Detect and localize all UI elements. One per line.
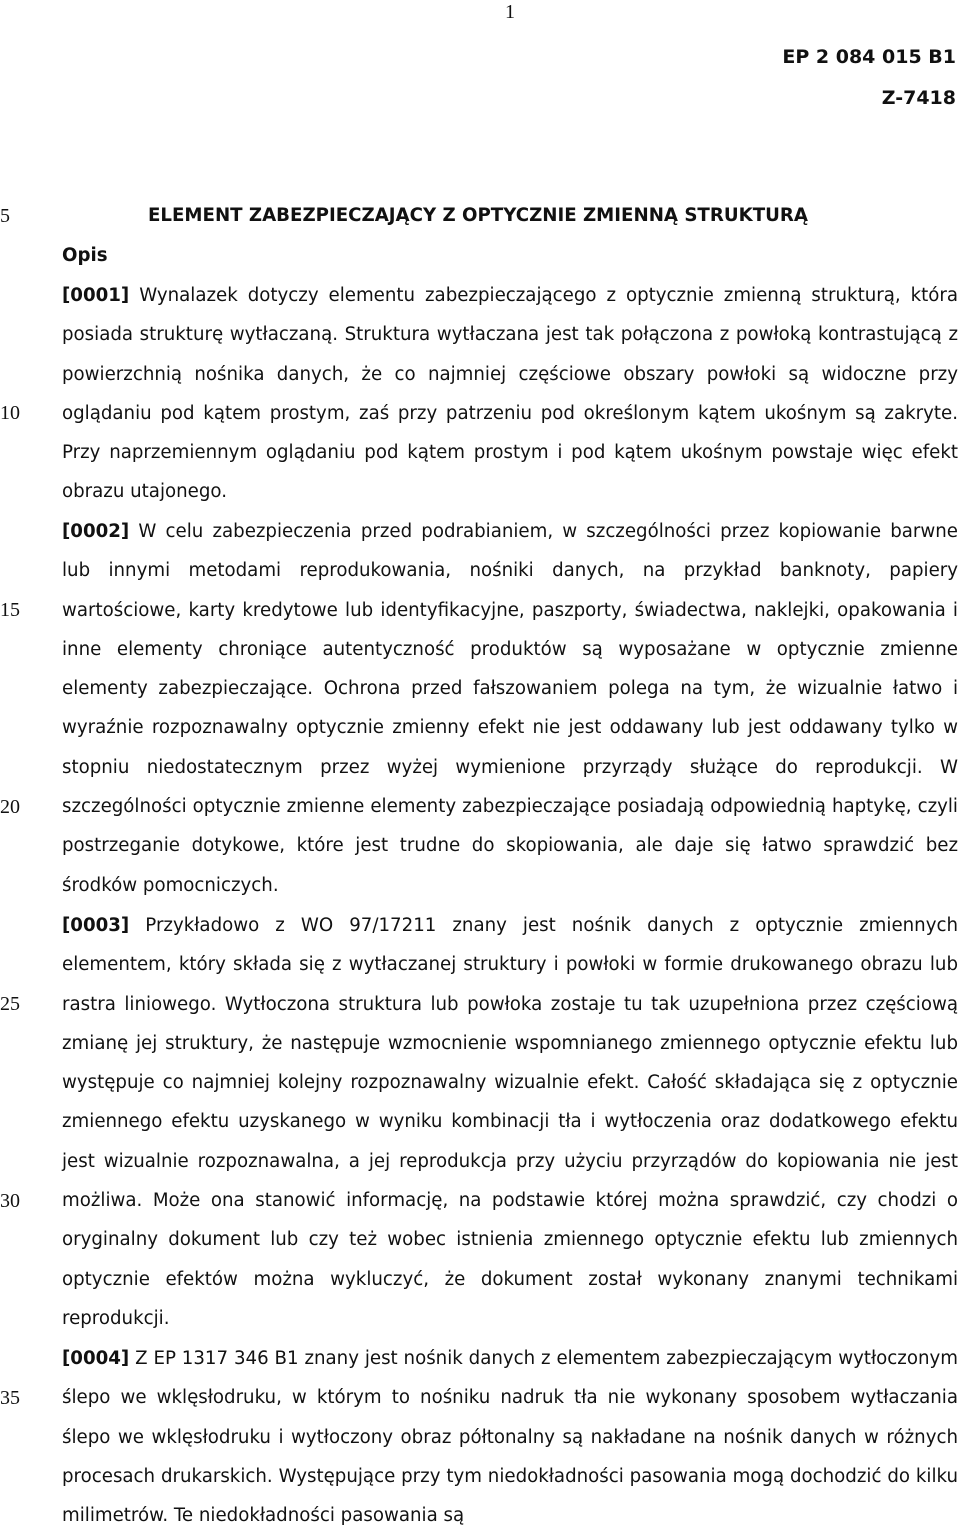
paragraph-text: W celu zabezpieczenia przed podrabianiem, w szczególności przez kopiowanie barwne lub innymi metodami reprodukowania, nośniki danych, na przykład banknoty, papiery wartościowe, karty kredytowe lub identyfikacyjne, paszporty, świadectwa, naklejki, opakowania i inne elementy chroniące autentyczność produktów są wyposażane w optycznie zmienne elementy zabezpieczające. Ochrona przed fałszowaniem polega na tym, że wizualnie łatwo i wyraźnie rozpoznawalny optycznie zmienny efekt nie jest oddawany lub jest oddawany tylko w stopniu niedostatecznym przez wyżej wymienione przyrządy służące do reprodukcji. W szczególności optycznie zmienne elementy zabezpieczające posiadają odpowiednią haptykę, czyli postrzeganie dotykowe, które jest trudne do skopiowania, ale daje się łatwo sprawdzić bez środków pomocniczych. <box>62 521 958 896</box>
page-number: 1 <box>505 1 515 23</box>
line-number: 30 <box>0 1190 20 1212</box>
paragraph-0001 <box>62 276 958 512</box>
paragraph-text: Przykładowo z WO 97/17211 znany jest nośnik danych z optycznie zmiennych elementem, który składa się z wytłaczanej struktury i powłoki w formie drukowanego obrazu lub rastra liniowego. Wytłoczona struktura lub powłoka zostaje tu tak uzupełniona przez częściową zmianę jej struktury, że następuje wzmocnienie wspomnianego zmiennego optycznie efektu lub występuje co najmniej kolejny rozpoznawalny wizualnie efekt. Całość składająca się z optycznie zmiennego efektu uzyskanego w wyniku kombinacji tła i wytłoczenia oraz dodatkowego efektu jest wizualnie rozpoznawalna, a jej reprodukcja przy użyciu przyrządów do kopiowania nie jest możliwa. Może ona stanowić informację, na podstawie której można sprawdzić, czy chodzi o oryginalny dokument lub czy też wobec istnienia zmiennego optycznie efektu lub zmiennych optycznie efektów można wykluczyć, że dokument został wykonany znanymi technikami reprodukcji. <box>62 915 958 1329</box>
paragraph-text: Z EP 1317 346 B1 znany jest nośnik danych z elementem zabezpieczającym wytłoczonym ślepo we wklęsłodruku, w którym to nośniku nadruk tła nie wykonany sposobem wytłaczania ślepo we wklęsłodruku i wytłoczony obraz półtonalny są nakładane na nośnik danych w różnych procesach drukarskich. Występujące przy tym niedokładności pasowania mogą dochodzić do kilku milimetrów. Te niedokładności pasowania są <box>62 1348 958 1527</box>
section-heading: Opis <box>62 245 108 266</box>
document-title: ELEMENT ZABEZPIECZAJĄCY Z OPTYCZNIE ZMIENNĄ STRUKTURĄ <box>148 205 808 226</box>
paragraph-text: Wynalazek dotyczy elementu zabezpieczającego z optycznie zmienną strukturą, która posiada strukturę wytłaczaną. Struktura wytłaczana jest tak połączona z powłoką kontrastującą z powierzchnią nośnika danych, że co najmniej częściowe obszary powłoki są widoczne przy oglądaniu pod kątem prostym, zaś przy patrzeniu pod określonym kątem ukośnym są zakryte. Przy naprzemiennym oglądaniu pod kątem prostym i pod kątem ukośnym powstaje więc efekt obrazu utajonego. <box>62 285 958 503</box>
line-number: 20 <box>0 796 20 818</box>
paragraph-number: [0004] <box>62 1348 130 1369</box>
case-number: Z-7418 <box>881 87 956 109</box>
line-number: 25 <box>0 993 20 1015</box>
line-number: 15 <box>0 599 20 621</box>
paragraph-number: [0002] <box>62 521 130 542</box>
paragraph-0002 <box>62 512 958 905</box>
paragraph-number: [0003] <box>62 915 130 936</box>
paragraph-0003 <box>62 906 958 1338</box>
patent-number: EP 2 084 015 B1 <box>782 46 956 68</box>
line-number: 10 <box>0 402 20 424</box>
line-number: 5 <box>0 205 10 227</box>
line-number: 35 <box>0 1387 20 1409</box>
paragraph-0004 <box>62 1339 958 1535</box>
paragraph-number: [0001] <box>62 285 130 306</box>
